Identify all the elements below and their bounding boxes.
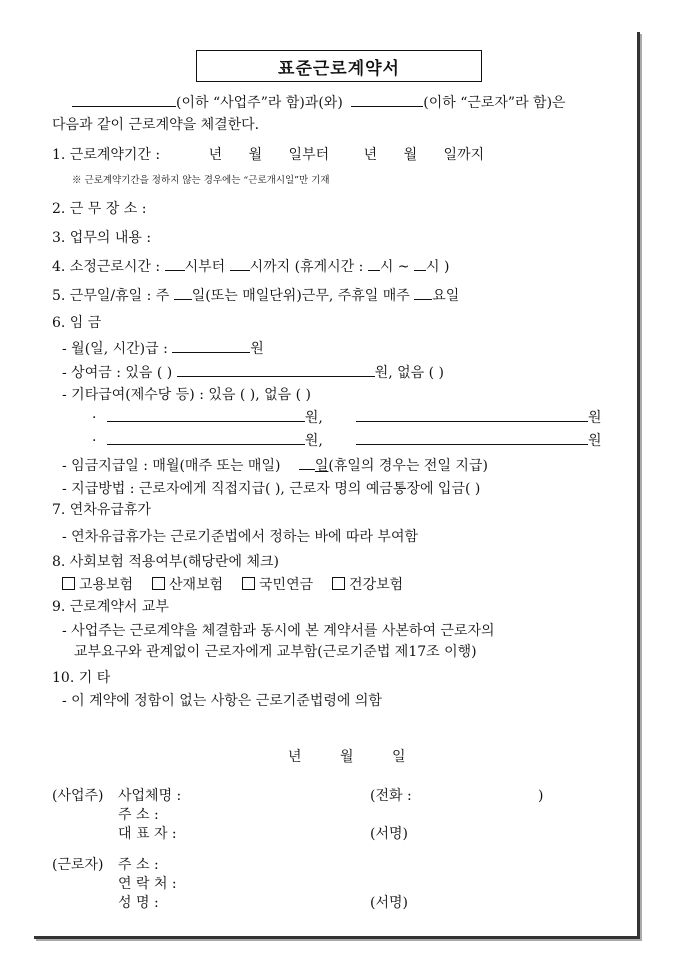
- bonus-label: - 상여금 : 있음 ( ): [62, 365, 173, 381]
- to-label: 시까지 (휴게시간 :: [249, 259, 364, 275]
- from-label: 시부터: [184, 259, 226, 275]
- pay-day-il: 일: [314, 458, 329, 474]
- checkbox[interactable]: [332, 577, 345, 590]
- pay-day-blank[interactable]: [299, 456, 315, 470]
- start-day: 일부터: [288, 147, 330, 163]
- pay-day-note: (휴일의 경우는 전일 지급): [328, 458, 488, 474]
- section-4-label: 4. 소정근로시간 :: [52, 259, 161, 275]
- other-allowance-line: - 기타급여(제수당 등) : 있음 ( ), 없음 ( ): [62, 387, 312, 403]
- worker-name-blank[interactable]: [351, 93, 423, 107]
- insurance-option-national-pension[interactable]: [242, 577, 313, 593]
- worker-name-label: 성 명 :: [118, 895, 159, 911]
- pay-method-line: - 지급방법 : 근로자에게 직접지급( ), 근로자 명의 예금통장에 입금( ): [62, 481, 481, 497]
- bullet-dot: ·: [92, 433, 97, 449]
- end-day: 일까지: [443, 147, 485, 163]
- section-10-other: 10. 기 타: [52, 670, 111, 686]
- section-6-wages: 6. 임 금: [52, 315, 102, 331]
- employer-representative-label: 대 표 자 :: [118, 826, 177, 842]
- insurance-option-industrial-accident[interactable]: [152, 577, 223, 593]
- insurance-option-health[interactable]: [332, 577, 403, 593]
- section-1-note: ※ 근로계약기간을 정하지 않는 경우에는 “근로개시일”만 기재: [72, 175, 330, 186]
- employer-signature[interactable]: (서명): [370, 826, 408, 842]
- allowance-2-won: 원: [588, 410, 602, 426]
- allowance-row-1b: [356, 408, 602, 427]
- allowance-3-won: 원,: [304, 433, 323, 449]
- allowance-2-blank[interactable]: [356, 408, 588, 422]
- section-5-end: 요일: [432, 288, 460, 304]
- wage-label: - 월(일, 시간)급 :: [62, 341, 168, 357]
- wage-won: 원: [250, 341, 264, 357]
- worker-signature[interactable]: (서명): [370, 895, 408, 911]
- section-5-label: 5. 근무일/휴일 : 주: [52, 288, 170, 304]
- allowance-row-2b: [356, 431, 602, 450]
- start-month: 월: [248, 147, 263, 163]
- employer-phone-close: ): [538, 788, 544, 804]
- section-10-detail: - 이 계약에 정함이 없는 사항은 근로기준법령에 의함: [62, 693, 382, 709]
- section-8-social-insurance: 8. 사회보험 적용여부(해당란에 체크): [52, 554, 279, 570]
- section-9-delivery: 9. 근로계약서 교부: [52, 599, 169, 615]
- weekly-holiday-blank[interactable]: [414, 286, 432, 300]
- section-4-working-hours: [52, 257, 449, 276]
- insurance-label: 고용보험: [79, 577, 134, 593]
- insurance-label: 산재보험: [169, 577, 224, 593]
- employer-address-label: 주 소 :: [118, 807, 159, 823]
- employer-name-blank[interactable]: [72, 93, 176, 107]
- section-7-annual-leave: 7. 연차유급휴가: [52, 502, 151, 518]
- section-1-label: 1. 근로계약기간 :: [52, 147, 161, 163]
- insurance-option-employment[interactable]: [62, 577, 133, 593]
- employer-phone-label: (전화 :: [370, 788, 412, 804]
- checkbox[interactable]: [62, 577, 75, 590]
- employer-reference: (이하 “사업주”라 함)과(와): [176, 95, 343, 111]
- worker-contact-label: 연 락 처 :: [118, 876, 177, 892]
- break-end-blank[interactable]: [414, 257, 426, 271]
- section-1-contract-period: [52, 146, 484, 164]
- date-year: 년: [288, 749, 302, 765]
- break-start-label: 시 ~: [379, 259, 410, 275]
- start-hour-blank[interactable]: [165, 257, 185, 271]
- allowance-4-won: 원: [588, 433, 602, 449]
- allowance-row-2: [92, 431, 323, 450]
- intro-line-1: [72, 93, 566, 112]
- section-9-line-2: 교부요구와 관계없이 근로자에게 교부함(근로기준법 제17조 이행): [74, 644, 477, 660]
- end-year: 년: [363, 147, 378, 163]
- bullet-dot: ·: [92, 410, 97, 426]
- intro-line-2: 다음과 같이 근로계약을 체결한다.: [52, 117, 260, 133]
- pay-day-label: - 임금지급일 : 매월(매주 또는 매일): [62, 458, 281, 474]
- insurance-label: 국민연금: [259, 577, 314, 593]
- start-year: 년: [208, 147, 223, 163]
- section-3-job-description: 3. 업무의 내용 :: [52, 230, 152, 246]
- worker-reference: (이하 “근로자”라 함)은: [423, 95, 566, 111]
- allowance-row-1: [92, 408, 323, 427]
- bonus-won-none: 원, 없음 ( ): [374, 365, 444, 381]
- section-7-detail: - 연차유급휴가는 근로기준법에서 정하는 바에 따라 부여함: [62, 529, 419, 545]
- section-5-mid: 일(또는 매일단위)근무, 주휴일 매주: [191, 288, 410, 304]
- bonus-line: [62, 363, 444, 382]
- wage-amount-blank[interactable]: [172, 339, 250, 353]
- end-month: 월: [403, 147, 418, 163]
- wage-line: [62, 339, 264, 358]
- worker-address-label: 주 소 :: [118, 857, 159, 873]
- allowance-1-won: 원,: [304, 410, 323, 426]
- date-month: 월: [339, 749, 354, 765]
- section-5-workdays: [52, 286, 459, 305]
- end-hour-blank[interactable]: [230, 257, 250, 271]
- checkbox[interactable]: [242, 577, 255, 590]
- section-2-workplace: 2. 근 무 장 소 :: [52, 201, 147, 217]
- document-title: 표준근로계약서: [196, 50, 482, 82]
- checkbox[interactable]: [152, 577, 165, 590]
- bonus-amount-blank[interactable]: [177, 363, 375, 377]
- section-9-line-1: - 사업주는 근로계약을 체결함과 동시에 본 계약서를 사본하여 근로자의: [62, 623, 495, 639]
- days-per-week-blank[interactable]: [174, 286, 192, 300]
- break-start-blank[interactable]: [368, 257, 380, 271]
- allowance-3-blank[interactable]: [107, 431, 305, 445]
- pay-day-line: [62, 456, 488, 475]
- allowance-1-blank[interactable]: [107, 408, 305, 422]
- break-end-label: 시 ): [425, 259, 450, 275]
- insurance-label: 건강보험: [349, 577, 404, 593]
- contract-page: [34, 32, 640, 939]
- worker-tag: (근로자): [52, 857, 104, 873]
- allowance-4-blank[interactable]: [356, 431, 588, 445]
- employer-company-label: 사업체명 :: [118, 788, 182, 804]
- insurance-options: [62, 576, 403, 594]
- employer-tag: (사업주): [52, 788, 104, 804]
- signing-date: [288, 748, 406, 766]
- date-day: 일: [391, 749, 406, 765]
